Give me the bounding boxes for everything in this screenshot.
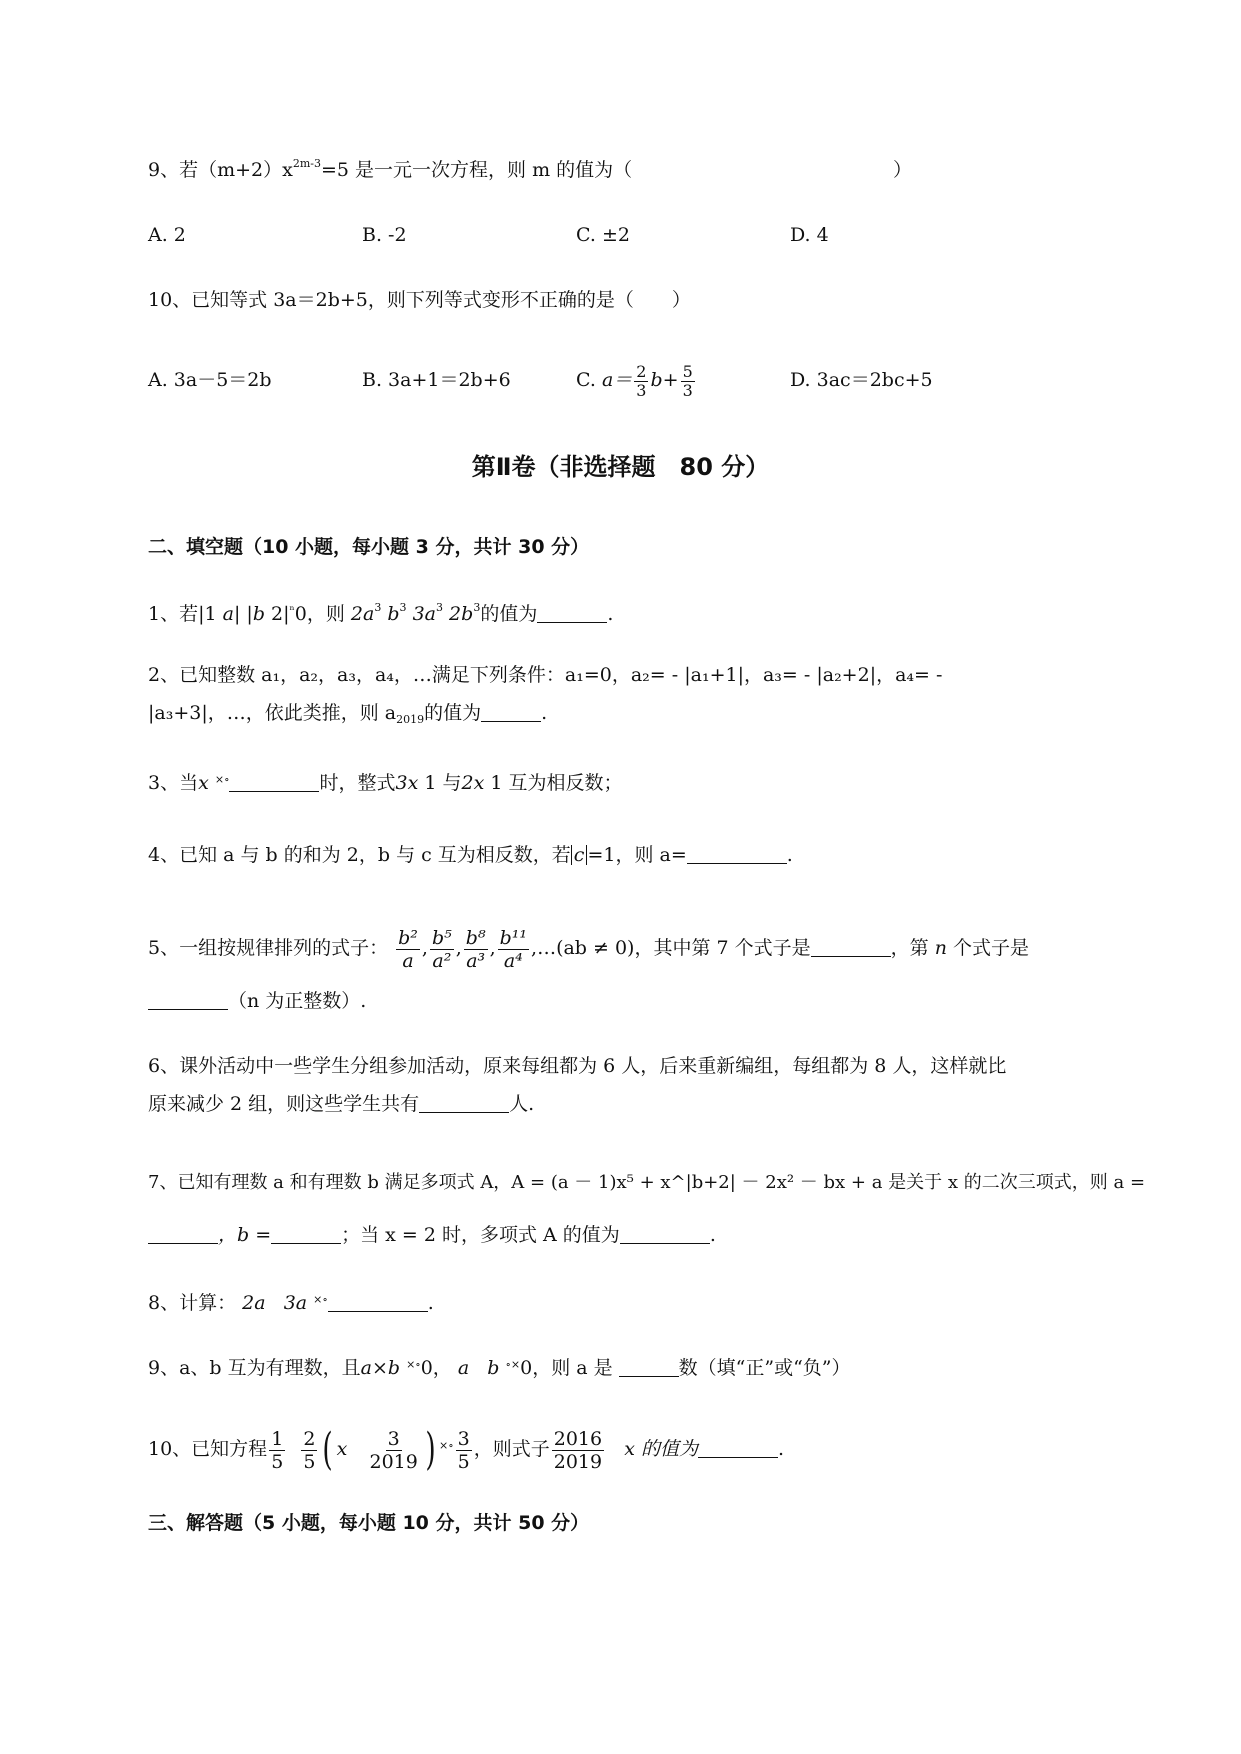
fill-question-7-line-1: 7、已知有理数 a 和有理数 b 满足多项式 A，A = (a － 1)x⁵ + x^|b+2| － 2x² － bx + a 是关于 x 的二次三项式，则 a = [148,1172,1146,1193]
q-text: 个式子是 [953,937,1030,959]
q-text: 0， [420,1357,452,1379]
q9-option-b: B. -2 [362,224,407,246]
fill-question-9: 9、a、b 互为有理数，且a×b ×∘0， a b ∘×0，则 a 是 数（填“正”或“负”） [148,1357,851,1379]
fill-question-10: 10、已知方程 $\frac{1}{5}$ $\frac{2}{5}$ ( x $\frac{3}{2019}$ ) ×∘ $\frac{3}{5}$ ，则式子 $\frac{2016}{2019}$ x 的值为 . [148,1424,785,1475]
q-text: 0，则 [294,603,345,625]
fraction [498,927,529,972]
fraction [681,363,695,400]
denominator: 3 [682,380,693,400]
fill-question-6-line-1: 6、课外活动中一些学生分组参加活动，原来每组都为 6 人，后来重新编组，每组都为 8 人，这样就比 [148,1055,1007,1077]
option-text: b+ [650,369,679,391]
q-text: 2a [350,603,375,625]
fraction [301,1428,317,1473]
q-text: 2b [449,603,474,625]
q-text: 的值为 [480,603,538,625]
question-10-stem: 10、已知等式 3a＝2b+5，则下列等式变形不正确的是（ ） [148,289,691,311]
q-text: 2x [461,772,485,794]
denominator: a³ [466,949,486,972]
answer-blank[interactable] [811,936,891,957]
numerator: b² [398,926,418,949]
numerator: b¹¹ [499,926,528,949]
denominator: a² [432,949,452,972]
fraction [634,363,648,400]
q10-option-d: D. 3ac＝2bc+5 [790,369,933,391]
q-text: x 的值为 [624,1438,698,1460]
variable: x [198,772,209,794]
q-text: 人. [509,1093,535,1115]
answer-blank[interactable] [537,602,607,623]
fraction [269,1428,285,1473]
q-text: a| [222,603,241,625]
answer-blank[interactable] [148,1223,218,1244]
answer-blank[interactable] [698,1437,778,1458]
answer-blank[interactable] [419,1092,509,1113]
answer-blank[interactable] [229,771,319,792]
option-text: a＝ [601,369,633,391]
q-text: ，则式子 [473,1438,550,1460]
q-text: 9、a、b 互为有理数，且 [148,1357,361,1379]
q9-close-paren: ） [893,159,913,181]
variable: x [336,1438,348,1460]
fraction [430,927,454,972]
denominator: a [402,949,414,972]
numerator: 1 [271,1427,284,1450]
abs-value: c [571,845,588,865]
q-text: |b [246,603,265,625]
denominator: 2019 [553,1450,603,1473]
answer-blank[interactable] [271,1223,341,1244]
q-text: =1，则 a= [587,844,687,866]
q-text: 1、若|1 [148,603,217,625]
q-text: ；当 x = 2 时，多项式 A 的值为 [341,1224,620,1246]
denominator: 2019 [369,1450,418,1473]
q-text: 3a [412,603,436,625]
answer-blank[interactable] [328,1291,428,1312]
numerator: b⁵ [431,926,452,949]
numerator: 2 [303,1427,316,1450]
part-2-title: 第Ⅱ卷（非选择题 80 分） [471,453,770,481]
answer-blank[interactable] [619,1356,679,1377]
denominator: 5 [271,1450,284,1473]
variable: n [934,937,947,959]
q9-stem-part: =5 是一元一次方程，则 m 的值为（ [321,159,633,181]
q-text: . [709,1224,716,1246]
option-label: C. [576,369,596,391]
subscript: 2019 [396,713,425,726]
q-text: 3、当 [148,772,199,794]
q-text: 10、已知方程 [148,1438,268,1460]
numerator: 3 [387,1427,400,1450]
q-text: 5、一组按规律排列的式子： [148,937,389,959]
fraction [552,1428,604,1473]
q-text: 时，整式 [319,772,396,794]
q9-option-a: A. 2 [148,224,186,246]
q9-exponent: 2m-3 [292,157,321,170]
denominator: a⁴ [503,949,523,972]
denominator: 5 [457,1450,470,1473]
denominator: 5 [303,1450,316,1473]
fill-question-2-line-1: 2、已知整数 a₁，a₂，a₃，a₄，…满足下列条件：a₁=0，a₂= - |a₁+1|，a₃= - |a₂+2|，a₄= - [148,664,943,686]
q-text: 2a [242,1292,266,1314]
q-text: . [607,603,614,625]
q-text: 1 互为相反数； [490,772,623,794]
fill-question-4 [148,842,793,868]
fraction [456,1428,472,1473]
fraction [464,927,488,972]
q-text: ,…(ab ≠ 0) [531,937,635,959]
q-text: ，第 [890,937,929,959]
q-text: 1 与 [424,772,462,794]
fill-question-5-line-1: 5、一组按规律排列的式子： $\frac{\text{b²}}{a}$ , $\frac{\text{b⁵}}{\text{a²}}$ , $\frac{\text{b⁸}}{\text{a³}}$ , $\frac{\text{b¹¹}}{\text{a⁴}}$ ,…(ab ≠ 0)，其中第 7 个式子是 ，第 n 个式子是 [148,926,1030,972]
q-text: 原来减少 2 组，则这些学生共有 [148,1093,420,1115]
answer-blank[interactable] [620,1223,710,1244]
q-text: a×b [360,1357,401,1379]
q10-option-b: B. 3a+1＝2b+6 [362,369,511,391]
q-text: 3a [283,1292,308,1314]
q-text: b [387,603,400,625]
answer-blank[interactable] [148,989,228,1010]
fill-question-7-line-2 [148,1222,716,1248]
q-text: 2| [271,603,290,625]
fraction [396,927,420,972]
q-text: . [786,844,793,866]
q-text: ，b = [218,1224,272,1246]
numerator: 2016 [553,1427,603,1450]
fill-question-6-line-2 [148,1091,534,1117]
q-text: 数（填“正”或“负”） [678,1357,851,1379]
q-text: a [457,1357,470,1379]
q-text: . [541,702,548,724]
fraction [367,1428,419,1473]
section-2-heading: 二、填空题（10 小题，每小题 3 分，共计 30 分） [148,536,590,558]
q9-stem-part: 9、若（m+2）x [148,159,293,181]
q9-option-d: D. 4 [790,224,829,246]
numerator: 5 [682,361,693,381]
q-text: 的值为 [424,702,482,724]
q-text: . [777,1438,785,1460]
q-text: 8、计算： [148,1292,237,1314]
answer-blank[interactable] [481,701,541,722]
q-text: |a₃+3|，…，依此类推，则 a [148,702,397,724]
denominator: 3 [636,380,647,400]
section-3-heading: 三、解答题（5 小题，每小题 10 分，共计 50 分） [148,1512,590,1534]
fill-question-3: 3、当x ×∘ 时，整式3x 1 与2x 1 互为相反数； [148,772,623,794]
q-text: ，其中第 7 个式子是 [634,937,811,959]
q-text: 0，则 a 是 [520,1357,613,1379]
q10-option-a: A. 3a－5＝2b [148,369,272,391]
q-text: 3x [395,772,419,794]
q10-option-c [576,354,697,406]
fill-question-2-line-2 [148,700,547,726]
fill-question-8: 8、计算： 2a 3a ×∘ . [148,1292,434,1314]
fill-question-5-line-2 [148,988,366,1014]
numerator: 2 [636,361,647,381]
q-text: . [427,1292,434,1314]
q-text: b [487,1357,500,1379]
q9-option-c: C. ±2 [576,224,630,246]
fill-question-1: 1、若|1 a| |b $2|^{^n}0$，则 $2a^3$ $b^3$ $3a^3$ $2b^3$的值为 . [148,601,614,625]
numerator: 3 [457,1427,470,1450]
q-text: （n 为正整数）. [228,990,367,1012]
q-text: 4、已知 a 与 b 的和为 2，b 与 c 互为相反数，若 [148,844,571,866]
numerator: b⁸ [465,926,486,949]
answer-blank[interactable] [687,843,787,864]
question-9-stem [148,157,632,183]
